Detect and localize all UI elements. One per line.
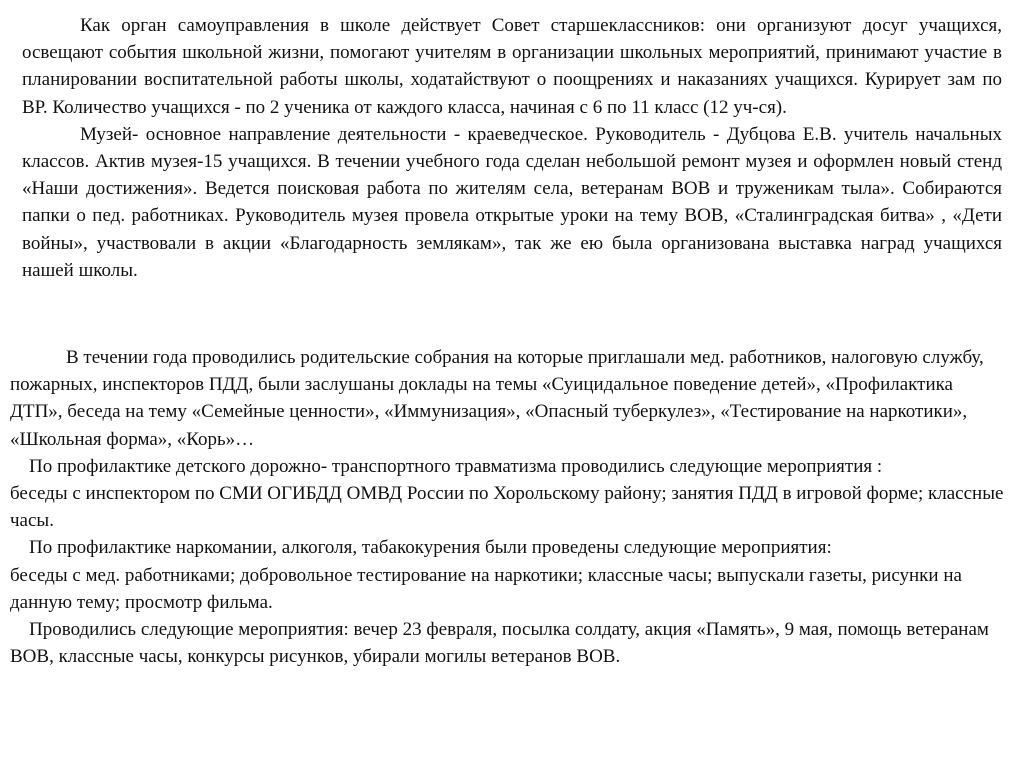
events-paragraph: Проводились следующие мероприятия: вечер 23 февраля, посылка солдату, акция «Память», 9 мая, помощь ветеранам ВОВ, классные часы, конкурсы рисунков, убирали могилы ветеранов ВОВ. [10, 619, 989, 668]
drug-prevention-intro: По профилактике наркомании, алкоголя, табакокурения были проведены следующие мероприятия: [29, 537, 832, 559]
student-council-paragraph: Как орган самоуправления в школе действует Совет старшеклассников: они организуют досуг учащихся, освещают события школьной жизни, помогают учителям в организации школьных мероприятий, принимают участие в планировании воспитательной работы школы, ходатайствуют о поощрениях и наказаниях учащихся. Курирует зам по ВР. Количество учащихся - по 2 ученика от каждого класса, начиная с 6 по 11 класс (12 уч-ся). [22, 15, 1002, 118]
parent-meetings-paragraph: В течении года проводились родительские собрания на которые приглашали мед. работников, налоговую службу, пожарных, инспекторов ПДД, были заслушаны доклады на темы «Суицидальное поведение детей», «Профилактика ДТП», беседа на тему «Семейные ценности», «Иммунизация», «Опасный туберкулез», «Тестирование на наркотики», «Школьная форма», «Корь»… [10, 347, 984, 450]
traffic-prevention-list: беседы с инспектором по СМИ ОГИБДД ОМВД России по Хорольскому району; занятия ПДД в игровой форме; классные часы. [10, 483, 1004, 532]
justified-section [22, 12, 1002, 284]
drug-prevention-list: беседы с мед. работниками; добровольное тестирование на наркотики; классные часы; выпускали газеты, рисунки на данную тему; просмотр фильма. [10, 564, 962, 613]
activities-section [10, 344, 1010, 670]
museum-paragraph: Музей- основное направление деятельности - краеведческое. Руководитель - Дубцова Е.В. учитель начальных классов. Актив музея-15 учащихся. В течении учебного года сделан небольшой ремонт музея и оформлен новый стенд «Наши достижения». Ведется поисковая работа по жителям села, ветеранам ВОВ и труженикам тыла». Собираются папки о пед. работниках. Руководитель музея провела открытые уроки на тему ВОВ, «Сталинградская битва» , «Дети войны», участвовали в акции «Благодарность землякам», так же ею была организована выставка наград учащихся нашей школы. [22, 123, 1002, 281]
traffic-prevention-intro: По профилактике детского дорожно- транспортного травматизма проводились следующие мероприятия : [29, 455, 883, 477]
